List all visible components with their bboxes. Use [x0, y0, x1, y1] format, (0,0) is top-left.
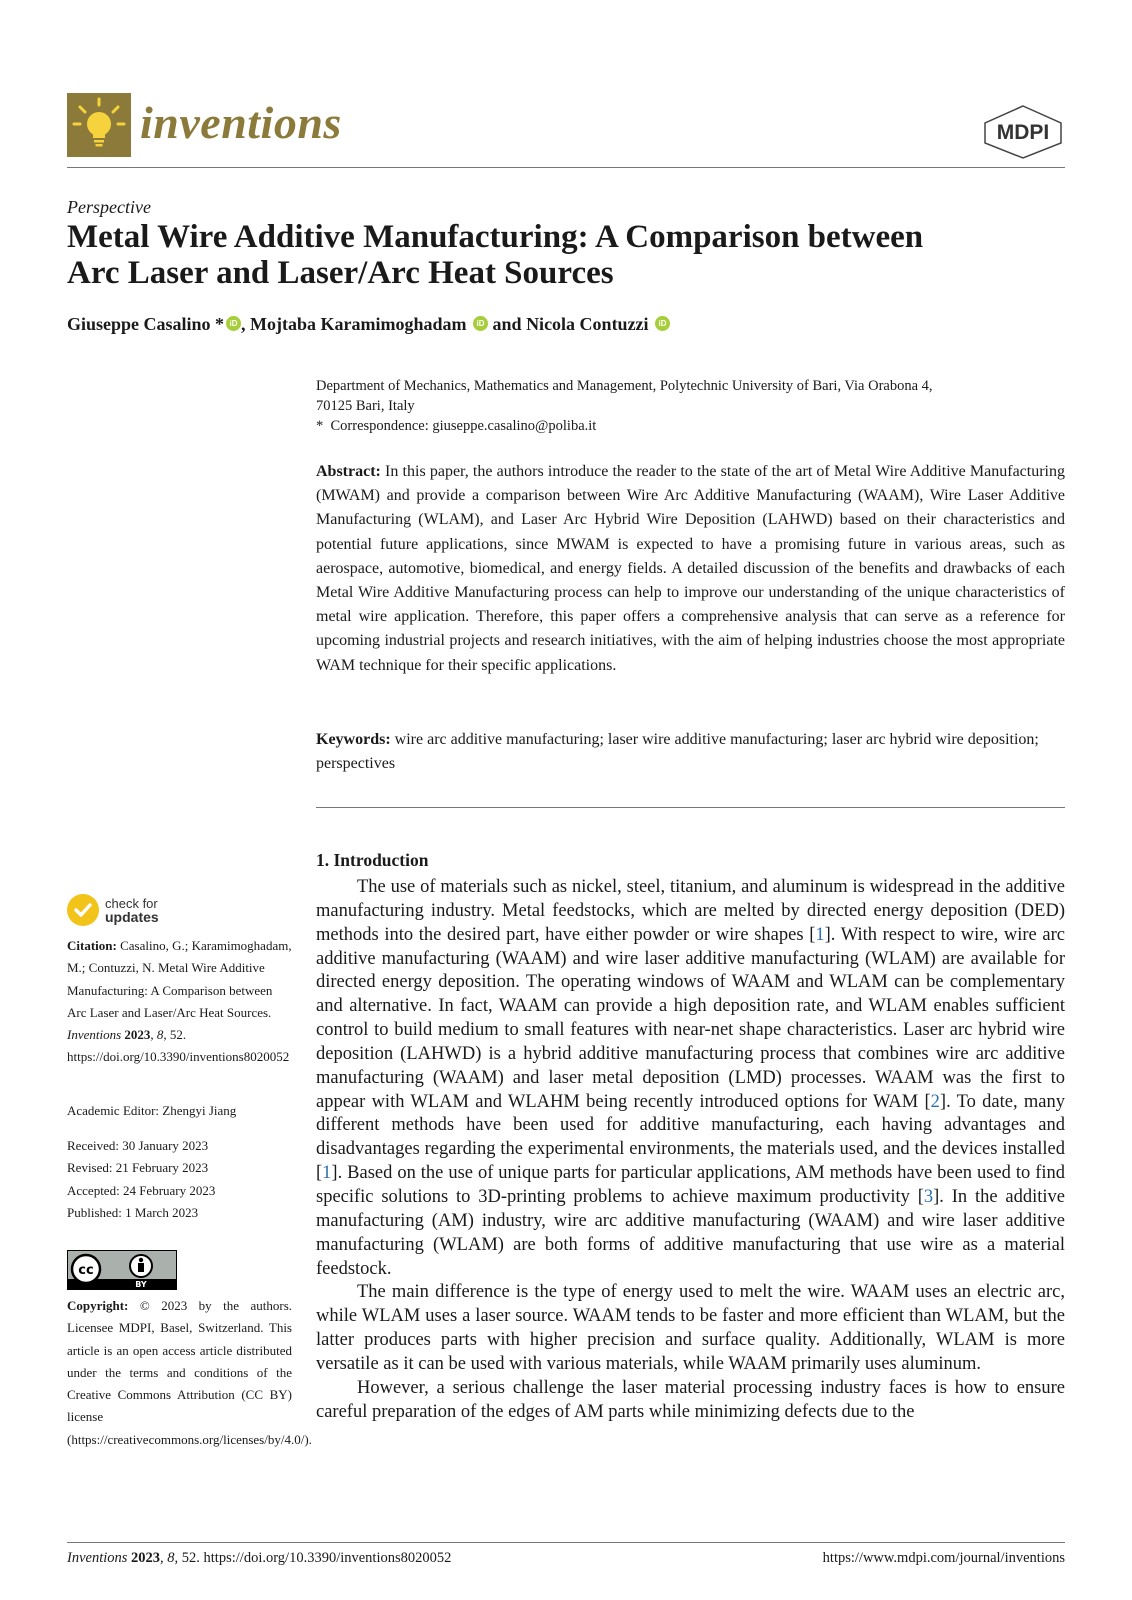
reference-link[interactable]: 2: [930, 1091, 940, 1112]
cc-by-license-badge[interactable]: [67, 1250, 177, 1290]
reference-link[interactable]: 1: [815, 924, 825, 945]
keywords-text: wire arc additive manufacturing; laser wire additive manufacturing; laser arc hybrid wire deposition; perspectives: [316, 731, 1039, 773]
lightbulb-icon: [67, 93, 131, 157]
author-name[interactable]: Giuseppe Casalino: [67, 314, 211, 334]
footer-divider: [67, 1542, 1065, 1543]
footer-volume: 8: [167, 1550, 175, 1566]
author-separator: and: [492, 314, 522, 334]
abstract-text: In this paper, the authors introduce the reader to the state of the art of Metal Wire Additive Manufacturing (MWAM) and provide a comparison between Wire Arc Additive Manufacturing (WAAM), Wire Laser Additive Manufacturing (WLAM), and Laser Arc Hybrid Wire Deposition (LAHWD) based on their characteristics and potential future applications, since MWAM is expected to have a promising future in various areas, such as aerospace, automotive, biomedical, and energy fields. A detailed discussion of the benefits and drawbacks of each Metal Wire Additive Manufacturing process can help to improve our understanding of the unique characteristics of metal wire application. Therefore, this paper offers a comprehensive analysis that can serve as a reference for upcoming industrial projects and research initiatives, with the aim of helping industries choose the most appropriate WAM technique for their specific applications.: [316, 463, 1065, 674]
paragraph-text: ]. With respect to wire, wire arc additive manufacturing (WAAM) and wire laser additive manufacturing (WLAM) are available for directed energy deposition. The operating windows of WAAM and WLAM can be complementary and alternative. In fact, WAAM can provide a high deposition rate, and WLAM enables sufficient control to build medium to small features with near-net shape characteristics. Laser arc hybrid wire deposition (LAHWD) is a hybrid additive manufacturing process that combines wire arc additive manufacturing (WAAM) and laser metal deposition (LMD) processes. WAAM was the first to appear with WLAM and WLAHM being recently introduced options for WAM [: [316, 924, 1065, 1112]
author-separator: ,: [241, 314, 246, 334]
citation: Citation: Casalino, G.; Karamimoghadam, M.; Contuzzi, N. Metal Wire Additive Manufacturing: A Comparison between Arc Laser and Laser/Arc Heat Sources. Inventions 2023, 8, 52. https://doi.org/10.3390/inventions8020052: [67, 938, 292, 1065]
academic-editor: Academic Editor: Zhengyi Jiang: [67, 1103, 237, 1118]
date-accepted: Accepted: 24 February 2023: [67, 1182, 216, 1198]
article-type: Perspective: [67, 197, 151, 217]
svg-text:cc: cc: [78, 1263, 94, 1278]
reference-link[interactable]: 3: [923, 1186, 934, 1207]
paragraph-text: ]. Based on the use of unique parts for particular applications, AM methods have been used to find specific solutions to 3D-printing problems to achieve maximum productivity [: [316, 1163, 1065, 1207]
journal-name: inventions: [140, 97, 342, 148]
footer-doi[interactable]: , 52. https://doi.org/10.3390/inventions8020052: [174, 1550, 452, 1566]
author-name[interactable]: Nicola Contuzzi: [526, 314, 649, 334]
introduction-body: [316, 876, 1065, 1424]
mdpi-logo-text: MDPI: [996, 121, 1050, 144]
correspondence: * Correspondence: giuseppe.casalino@poliba.it: [316, 418, 597, 434]
check-updates-icon: [67, 894, 99, 926]
section-heading: 1. Introduction: [316, 850, 429, 870]
paragraph-text: The use of materials such as nickel, steel, titanium, and aluminum is widespread in the additive manufacturing industry. Metal feedstocks, which are melted by directed energy deposition (DED) methods into the desired part, have either powder or wire shapes [: [316, 877, 1065, 945]
attribution-icon: [130, 1255, 152, 1277]
citation-journal: Inventions: [67, 1027, 122, 1043]
abstract-label: Abstract:: [316, 463, 381, 480]
keywords-label: Keywords:: [316, 731, 391, 748]
date-received: Received: 30 January 2023: [67, 1138, 209, 1153]
mdpi-logo: [982, 105, 1064, 164]
date-published: Published: 1 March 2023: [67, 1204, 199, 1220]
citation-year: 2023: [124, 1027, 151, 1043]
corresponding-mark: *: [215, 314, 225, 334]
citation-label: Citation:: [67, 938, 117, 953]
footer-journal: Inventions: [67, 1550, 128, 1566]
date-revised: Revised: 21 February 2023: [67, 1160, 209, 1176]
section-divider: [316, 807, 1065, 808]
cc-by-label: BY: [135, 1280, 147, 1289]
keywords: [316, 728, 1065, 776]
affiliation-line: 70125 Bari, Italy: [316, 398, 415, 414]
citation-doi[interactable]: , 52. https://doi.org/10.3390/inventions8020052: [67, 1027, 290, 1065]
author-list: [67, 314, 670, 335]
title-line-2: Arc Laser and Laser/Arc Heat Sources: [67, 255, 614, 291]
citation-text: Casalino, G.; Karamimoghadam, M.; Contuzzi, N. Metal Wire Additive Manufacturing: A Comparison between Arc Laser and Laser/Arc Heat Sources.: [67, 938, 292, 1020]
title-line-1: Metal Wire Additive Manufacturing: A Comparison between: [67, 219, 924, 255]
paragraph: The main difference is the type of energy used to melt the wire. WAAM uses an electric arc, while WLAM uses a laser source. WAAM tends to be faster and more efficient than WLAM, but the latter produces parts with higher precision and surface quality. Additionally, WLAM is more versatile as it can be used with various materials, while WAAM primarily uses aluminum.: [316, 1282, 1065, 1374]
paragraph-text: ]. To date, many different methods have been used for additive manufacturing, each having advantages and disadvantages regarding the experimental environments, the materials used, and the devices installed [: [316, 1091, 1066, 1184]
paragraph-text: ]. In the additive manufacturing (AM) industry, wire arc additive manufacturing (WAAM) and wire laser additive manufacturing (WLAM) are both forms of additive manufacturing that use wire as a material feedstock.: [316, 1186, 1065, 1279]
author-name[interactable]: Mojtaba Karamimoghadam: [250, 314, 467, 334]
affiliation-line: Department of Mechanics, Mathematics and Management, Polytechnic University of Bari, Via Orabona 4,: [316, 378, 933, 394]
footer-year: 2023: [131, 1550, 161, 1566]
footer-citation: Inventions 2023, 8, 52. https://doi.org/10.3390/inventions8020052: [67, 1550, 452, 1566]
abstract: [316, 460, 1065, 678]
paragraph: However, a serious challenge the laser material processing industry faces is how to ensure careful preparation of the edges of AM parts while minimizing defects due to the: [316, 1377, 1065, 1422]
reference-link[interactable]: 1: [322, 1163, 332, 1184]
copyright-label: Copyright:: [67, 1298, 129, 1313]
publication-dates: [67, 1135, 292, 1224]
article-title: [67, 219, 1067, 291]
creative-commons-icon: [72, 1255, 100, 1283]
journal-logo: [67, 93, 131, 157]
header-divider: [67, 167, 1065, 168]
copyright-notice: [67, 1295, 312, 1451]
citation-volume: 8: [156, 1027, 164, 1043]
orcid-icon[interactable]: iD: [473, 316, 488, 331]
copyright-text: © 2023 by the authors. Licensee MDPI, Basel, Switzerland. This article is an open access article distributed under the terms and conditions of the Creative Commons Attribution (CC BY) license (https://creativecommons.org/licenses/by/4.0/).: [67, 1298, 312, 1447]
orcid-icon[interactable]: iD: [226, 316, 241, 331]
affiliation-block: [316, 376, 1065, 436]
footer-journal-url[interactable]: https://www.mdpi.com/journal/inventions: [822, 1550, 1065, 1566]
check-updates-text: updates: [105, 909, 159, 925]
orcid-icon[interactable]: iD: [655, 316, 670, 331]
check-updates-text: check for: [105, 896, 158, 911]
paragraph: [316, 876, 1065, 1281]
